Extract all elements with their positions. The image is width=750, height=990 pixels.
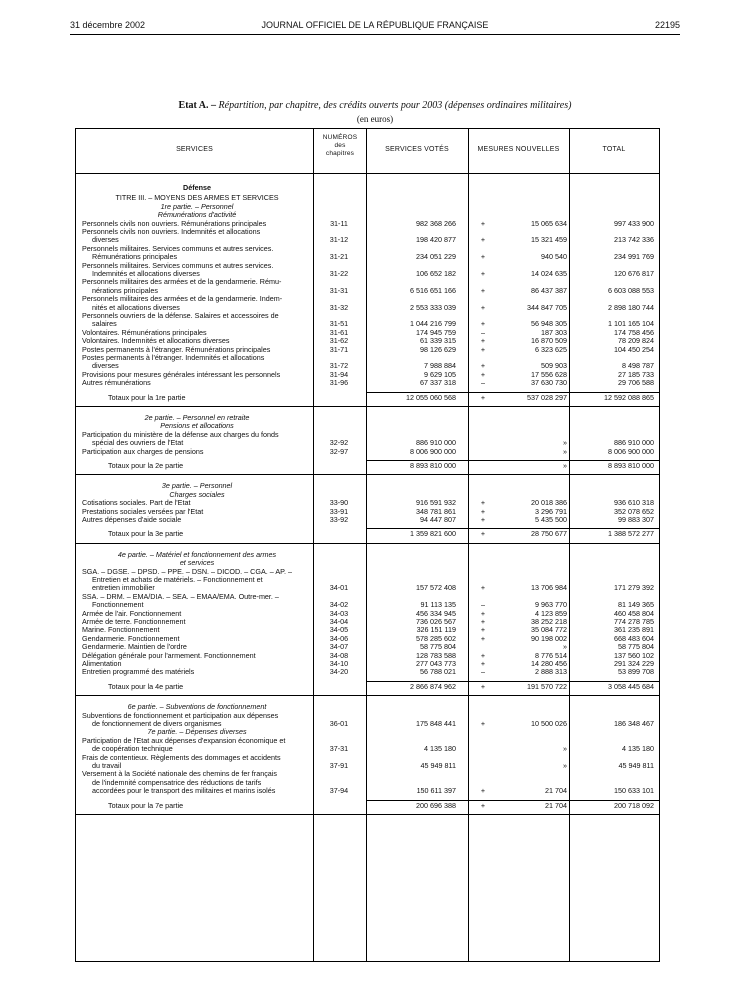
total-value: 120 676 817 — [614, 269, 654, 278]
mesures-sign: + — [480, 361, 486, 371]
service-label: Fonctionnement — [92, 601, 144, 610]
services-votes-value: 326 151 119 — [416, 625, 456, 635]
service-label: Versement à la Société nationale des chemins de fer français — [82, 770, 277, 779]
services-votes-value: 578 285 602 — [416, 633, 456, 643]
chapter-number: 32-97 — [329, 446, 349, 456]
mesures-sign: + — [480, 608, 486, 618]
total-value: 352 078 652 — [614, 506, 654, 516]
mesures-sign: + — [480, 252, 486, 262]
services-votes-value: 7 988 884 — [424, 361, 456, 371]
mesures-sign: + — [480, 515, 486, 524]
partie-total-label: Totaux pour la 2e partie — [108, 461, 184, 470]
service-label: diverses — [92, 362, 119, 371]
mesures-nouvelles-value: 37 630 730 — [531, 378, 567, 388]
services-votes-value: 157 572 408 — [416, 583, 456, 593]
total-value: 886 910 000 — [614, 438, 654, 448]
service-label: accordées pour le transport des militaires et marins isolés — [92, 787, 276, 796]
mesures-nouvelles-value: 2 888 313 — [535, 667, 567, 677]
mesures-nouvelles-value: 509 903 — [541, 361, 567, 371]
mesures-nouvelles-total: 28 750 677 — [531, 529, 567, 539]
mesures-sign: + — [480, 617, 486, 626]
total-value: 29 706 588 — [618, 378, 654, 388]
total-value: 936 610 318 — [614, 498, 654, 508]
mesures-sign: + — [480, 529, 486, 539]
chapter-number: 33-90 — [329, 498, 349, 508]
page-header — [70, 20, 680, 34]
chapter-number: 31-32 — [329, 302, 349, 312]
services-votes-value: 4 135 180 — [424, 744, 456, 754]
total-value: 6 603 088 553 — [608, 285, 654, 295]
service-label: Personnels ouvriers de la défense. Salaires et accessoires de — [82, 312, 279, 320]
mesures-nouvelles-total: » — [563, 461, 567, 470]
services-votes-value: 61 339 315 — [420, 336, 456, 346]
services-votes-value: 98 126 629 — [420, 344, 456, 354]
service-label: de fonctionnement de divers organismes — [92, 720, 222, 728]
mesures-sign: + — [480, 786, 486, 796]
chapter-number: 31-21 — [329, 252, 349, 262]
total-rule — [469, 460, 569, 461]
total-value: 361 235 891 — [614, 625, 654, 635]
mesures-sign: – — [481, 667, 485, 677]
mesures-sign: – — [481, 378, 485, 388]
mesures-nouvelles-value: » — [563, 438, 567, 448]
mesures-nouvelles-value: 20 018 386 — [531, 498, 567, 508]
services-votes-value: 1 044 216 799 — [410, 319, 456, 329]
chapter-number: 31-94 — [329, 369, 349, 379]
mesures-sign: + — [480, 681, 486, 691]
partie-total-label: Totaux pour la 1re partie — [108, 392, 186, 402]
services-votes-value: 234 051 229 — [416, 252, 456, 262]
chapter-number: 31-62 — [329, 336, 349, 346]
total-value: 99 883 307 — [618, 515, 654, 524]
credits-table — [75, 128, 660, 962]
service-label: SSA. – DRM. – EMA/DIA. – SEA. – EMAA/EMA. Outre-mer. – — [82, 592, 279, 601]
chapter-number: 34-06 — [329, 633, 349, 643]
service-label: Autres dépenses d'aide sociale — [82, 516, 182, 524]
header-divider — [76, 173, 659, 174]
service-label: Délégation générale pour l'armement. Fonctionnement — [82, 651, 256, 660]
chapter-number: 33-92 — [329, 515, 349, 524]
partie-total-label: Totaux pour la 3e partie — [108, 529, 184, 539]
column-header-total: TOTAL — [602, 146, 626, 153]
mesures-nouvelles-value: 35 084 772 — [531, 625, 567, 635]
total-value: 137 560 102 — [614, 650, 654, 660]
mesures-sign: + — [480, 625, 486, 635]
service-label: Volontaires. Indemnités et allocations diverses — [82, 337, 230, 346]
section-heading: 7e partie. – Dépenses diverses — [147, 727, 247, 737]
mesures-sign: – — [481, 327, 485, 337]
mesures-nouvelles-value: 21 704 — [545, 786, 567, 796]
section-divider — [76, 695, 659, 696]
chapter-number: 31-11 — [330, 218, 348, 228]
chapter-number: 34-04 — [329, 617, 349, 626]
total-value: 58 775 804 — [618, 642, 654, 652]
mesures-sign: + — [480, 336, 486, 346]
chapter-number: 32-92 — [329, 438, 349, 448]
chapter-number: 31-71 — [329, 344, 349, 354]
mesures-nouvelles-value: 38 252 218 — [531, 617, 567, 626]
chapter-number: 34-20 — [329, 667, 349, 677]
grand-total-value: 8 893 810 000 — [608, 461, 654, 470]
service-label: Participation aux charges de pensions — [82, 447, 204, 456]
services-votes-value: 175 848 441 — [416, 719, 456, 728]
service-label: Personnels militaires. Services communs et autres services. — [82, 261, 274, 270]
section-heading: 2e partie. – Personnel en retraite — [144, 413, 250, 422]
service-label: Prestations sociales versées par l'Etat — [82, 507, 204, 516]
mesures-sign: + — [480, 319, 486, 329]
mesures-sign: + — [480, 498, 486, 508]
mesures-nouvelles-total: 191 570 722 — [527, 681, 567, 691]
services-votes-value: 198 420 877 — [416, 235, 456, 245]
service-label: nités et allocations diverses — [92, 303, 180, 312]
section-divider — [76, 406, 659, 407]
total-value: 53 899 708 — [618, 667, 654, 677]
total-value: 1 101 165 104 — [608, 319, 654, 329]
grand-total-value: 1 388 572 277 — [608, 529, 654, 539]
service-label: Gendarmerie. Fonctionnement — [82, 634, 180, 643]
section-heading: 3e partie. – Personnel — [161, 481, 233, 491]
chapter-number: 34-10 — [329, 659, 349, 668]
grand-total-value: 3 058 445 684 — [608, 681, 654, 691]
service-label: Personnels militaires. Services communs et autres services. — [82, 244, 274, 253]
total-value: 27 185 733 — [618, 369, 654, 379]
mesures-nouvelles-value: 9 963 770 — [535, 600, 567, 610]
partie-total-label: Totaux pour la 7e partie — [108, 800, 184, 810]
service-label: Cotisations sociales. Part de l'Etat — [82, 499, 191, 508]
mesures-sign: + — [480, 369, 486, 379]
services-votes-value: 45 949 811 — [420, 761, 456, 770]
partie-total-label: Totaux pour la 4e partie — [108, 681, 184, 691]
mesures-sign: + — [480, 633, 486, 643]
section-heading: 6e partie. – Subventions de fonctionnement — [127, 702, 267, 712]
services-votes-value: 56 788 021 — [420, 667, 456, 677]
column-header-services: SERVICES — [176, 146, 213, 153]
total-value: 104 450 254 — [614, 344, 654, 354]
total-value: 150 633 101 — [614, 786, 654, 796]
total-value: 78 209 824 — [618, 336, 654, 346]
services-votes-value: 128 783 588 — [416, 650, 456, 660]
total-value: 997 433 900 — [614, 218, 654, 228]
services-votes-value: 9 629 105 — [424, 369, 456, 379]
total-value: 234 991 769 — [614, 252, 654, 262]
mesures-nouvelles-value: 90 198 002 — [531, 633, 567, 643]
mesures-nouvelles-value: 3 296 791 — [535, 506, 567, 516]
mesures-nouvelles-value: 17 556 628 — [531, 369, 567, 379]
total-value: 4 135 180 — [622, 744, 654, 754]
mesures-sign: + — [480, 269, 486, 278]
service-label: SGA. – DGSE. – DPSD. – PPE. – DSN. – DICOD. – CGA. – AP. – — [82, 567, 292, 576]
service-label: Marine. Fonctionnement — [82, 626, 160, 635]
chapter-number: 37-91 — [329, 761, 349, 770]
section-heading: 4e partie. – Matériel et fonctionnement des armes — [117, 549, 277, 559]
section-heading: et services — [179, 558, 215, 568]
mesures-sign: – — [481, 600, 485, 610]
service-label: Entretien et achats de matériels. – Fonctionnement et — [92, 576, 263, 584]
header-rule — [70, 34, 680, 35]
services-votes-total: 2 866 874 962 — [410, 681, 456, 691]
service-label: entretien immobilier — [92, 584, 155, 593]
mesures-nouvelles-total: 21 704 — [545, 800, 567, 810]
column-header-numeros: NUMÉROS des chapitres — [322, 134, 358, 157]
mesures-sign: + — [480, 285, 486, 295]
mesures-nouvelles-value: 15 065 634 — [531, 218, 567, 228]
chapter-number: 34-05 — [329, 625, 349, 635]
total-value: 45 949 811 — [618, 761, 654, 770]
mesures-nouvelles-value: 4 123 859 — [535, 608, 567, 618]
mesures-nouvelles-value: 16 870 509 — [531, 336, 567, 346]
mesures-nouvelles-total: 537 028 297 — [527, 392, 567, 402]
total-value: 291 324 229 — [614, 659, 654, 668]
services-votes-value: 67 337 318 — [420, 378, 456, 388]
services-votes-value: 277 043 773 — [416, 659, 456, 668]
services-votes-total: 8 893 810 000 — [410, 461, 456, 470]
service-label: Volontaires. Rémunérations principales — [82, 328, 207, 337]
section-heading: 1re partie. – Personnel — [160, 201, 234, 211]
mesures-sign: + — [480, 650, 486, 660]
chapter-number: 34-03 — [329, 608, 349, 618]
mesures-sign: + — [480, 302, 486, 312]
chapter-number: 37-94 — [329, 786, 349, 796]
service-label: Armée de l'air. Fonctionnement — [82, 609, 182, 618]
service-label: de coopération technique — [92, 745, 173, 754]
services-votes-value: 916 591 932 — [416, 498, 456, 508]
service-label: Postes permanents à l'étranger. Rémunérations principales — [82, 345, 271, 354]
mesures-nouvelles-value: 13 706 984 — [531, 583, 567, 593]
section-heading: Pensions et allocations — [160, 421, 234, 431]
services-votes-value: 91 113 135 — [420, 600, 456, 610]
mesures-sign: + — [480, 583, 486, 593]
services-votes-value: 456 334 945 — [416, 608, 456, 618]
services-votes-value: 886 910 000 — [416, 438, 456, 448]
total-value: 2 898 180 744 — [608, 302, 654, 312]
services-votes-value: 6 516 651 166 — [410, 285, 456, 295]
service-label: Autres rémunérations — [82, 379, 151, 388]
mesures-nouvelles-value: » — [563, 446, 567, 456]
services-votes-value: 8 006 900 000 — [410, 446, 456, 456]
section-divider — [76, 814, 659, 815]
mesures-nouvelles-value: 344 847 705 — [527, 302, 567, 312]
service-label: Provisions pour mesures générales intéressant les personnels — [82, 370, 281, 379]
table-title-prefix: Etat A. – — [178, 100, 217, 111]
services-votes-value: 348 781 861 — [416, 506, 456, 516]
section-heading: Charges sociales — [169, 489, 225, 499]
chapter-number: 31-72 — [329, 361, 349, 371]
column-divider — [468, 129, 469, 961]
total-value: 174 758 456 — [614, 327, 654, 337]
services-votes-value: 58 775 804 — [420, 642, 456, 652]
mesures-nouvelles-value: 14 280 456 — [531, 659, 567, 668]
services-votes-value: 94 447 807 — [420, 515, 456, 524]
services-votes-total: 1 359 821 600 — [410, 529, 456, 539]
service-label: Indemnités et allocations diverses — [92, 270, 200, 278]
mesures-nouvelles-value: 5 435 500 — [535, 515, 567, 524]
service-label: Postes permanents à l'étranger. Indemnités et allocations — [82, 354, 265, 362]
chapter-number: 31-61 — [329, 327, 349, 337]
service-label: Subventions de fonctionnement et participation aux dépenses — [82, 711, 279, 720]
chapter-number: 34-08 — [329, 650, 349, 660]
service-label: nérations principales — [92, 286, 158, 295]
service-label: salaires — [92, 320, 117, 329]
chapter-number: 36-01 — [329, 719, 349, 728]
service-label: spécial des ouvriers de l'Etat — [92, 439, 184, 448]
chapter-number: 31-96 — [329, 378, 349, 388]
mesures-nouvelles-value: 187 303 — [541, 327, 567, 337]
mesures-nouvelles-value: 6 323 625 — [535, 344, 567, 354]
service-label: Armée de terre. Fonctionnement — [82, 618, 186, 626]
total-value: 668 483 604 — [614, 633, 654, 643]
chapter-number: 31-22 — [329, 269, 349, 278]
table-unit: (en euros) — [356, 114, 394, 124]
total-value: 8 006 900 000 — [608, 446, 654, 456]
service-label: Gendarmerie. Maintien de l'ordre — [82, 643, 187, 652]
mesures-nouvelles-value: 15 321 459 — [531, 235, 567, 245]
section-divider — [76, 474, 659, 475]
service-label: Personnels civils non ouvriers. Rémunérations principales — [82, 219, 267, 228]
mesures-sign: + — [480, 506, 486, 516]
services-votes-value: 982 368 266 — [416, 218, 456, 228]
mesures-nouvelles-value: 56 948 305 — [531, 319, 567, 329]
chapter-number: 31-51 — [329, 319, 349, 329]
mesures-nouvelles-value: » — [563, 642, 567, 652]
services-votes-value: 150 611 397 — [416, 786, 456, 796]
mesures-sign: + — [480, 344, 486, 354]
service-label: Entretien programmé des matériels — [82, 668, 195, 677]
total-value: 8 498 787 — [622, 361, 654, 371]
total-value: 171 279 392 — [614, 583, 654, 593]
mesures-nouvelles-value: 14 024 635 — [531, 269, 567, 278]
chapter-number: 31-12 — [329, 235, 349, 245]
service-label: Participation de l'Etat aux dépenses d'expansion économique et — [82, 736, 286, 745]
section-heading: TITRE III. – MOYENS DES ARMES ET SERVICES — [115, 193, 279, 203]
mesures-nouvelles-value: » — [563, 761, 567, 770]
header-page-number: 22195 — [654, 20, 680, 30]
table-title — [70, 100, 680, 111]
service-label: Rémunérations principales — [92, 253, 178, 262]
services-votes-value: 106 652 182 — [416, 269, 456, 278]
column-header-services-votes: SERVICES VOTÉS — [385, 146, 449, 153]
total-value: 213 742 336 — [614, 235, 654, 245]
service-label: Personnels militaires des armées et de la gendarmerie. Indem- — [82, 295, 283, 304]
service-label: Alimentation — [82, 660, 122, 668]
section-heading: Rémunérations d'activité — [157, 210, 237, 220]
service-label: de l'indemnité compensatrice des réductions de tarifs — [92, 778, 262, 787]
mesures-sign: + — [480, 659, 486, 668]
services-votes-value: 174 945 759 — [416, 327, 456, 337]
mesures-nouvelles-value: 8 776 514 — [535, 650, 567, 660]
mesures-sign: + — [480, 800, 486, 810]
mesures-sign: + — [480, 218, 486, 228]
header-date: 31 décembre 2002 — [70, 20, 146, 30]
chapter-number: 34-01 — [329, 583, 349, 593]
service-label: diverses — [92, 236, 119, 245]
mesures-nouvelles-value: 86 437 387 — [531, 285, 567, 295]
grand-total-value: 12 592 088 865 — [604, 392, 654, 402]
total-value: 774 278 785 — [614, 617, 654, 626]
chapter-number: 34-07 — [329, 642, 349, 652]
total-value: 186 348 467 — [614, 719, 654, 728]
total-value: 460 458 804 — [614, 608, 654, 618]
section-heading: Défense — [183, 183, 211, 192]
service-label: Personnels militaires des armées et de la gendarmerie. Rému- — [82, 278, 282, 287]
chapter-number: 33-91 — [329, 506, 349, 516]
chapter-number: 34-02 — [329, 600, 349, 610]
service-label: Frais de contentieux. Règlements des dommages et accidents — [82, 753, 281, 762]
mesures-sign: + — [480, 719, 486, 728]
mesures-sign: + — [480, 235, 486, 245]
total-value: 81 149 365 — [618, 600, 654, 610]
mesures-nouvelles-value: » — [563, 744, 567, 754]
services-votes-value: 2 553 333 039 — [410, 302, 456, 312]
service-label: du travail — [92, 762, 122, 770]
mesures-nouvelles-value: 10 500 026 — [531, 719, 567, 728]
mesures-sign: + — [480, 392, 486, 402]
table-title-text: Répartition, par chapitre, des crédits ouverts pour 2003 (dépenses ordinaires militaires) — [218, 100, 572, 111]
services-votes-total: 200 696 388 — [416, 800, 456, 810]
grand-total-value: 200 718 092 — [614, 800, 654, 810]
section-divider — [76, 543, 659, 544]
service-label: Participation du ministère de la défense aux charges du fonds — [82, 430, 279, 439]
services-votes-value: 736 026 567 — [416, 617, 456, 626]
column-header-mesures-nouvelles: MESURES NOUVELLES — [477, 146, 560, 153]
services-votes-total: 12 055 060 568 — [406, 392, 456, 402]
mesures-nouvelles-value: 940 540 — [541, 252, 567, 262]
chapter-number: 31-31 — [329, 285, 349, 295]
header-journal-title: JOURNAL OFFICIEL DE LA RÉPUBLIQUE FRANÇAISE — [261, 20, 489, 30]
chapter-number: 37-31 — [329, 744, 349, 754]
service-label: Personnels civils non ouvriers. Indemnités et allocations — [82, 228, 261, 236]
